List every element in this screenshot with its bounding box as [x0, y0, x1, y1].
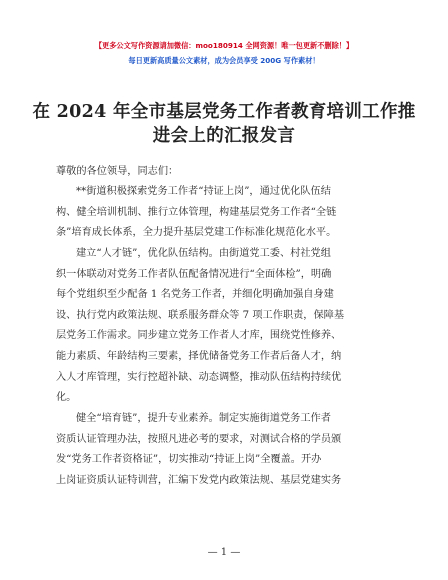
paragraph-line: 织一体联动对党务工作者队伍配备情况进行“全面体检”，明确 — [56, 268, 332, 280]
paragraph-line: 资质认证管理办法，按照凡进必考的要求，对测试合格的学员颁 — [56, 433, 342, 445]
paragraph-2 — [56, 244, 396, 409]
page-number: — 1 — — [207, 547, 241, 558]
promo-banner-line-1: 【更多公文写作资源请加微信：moo180914 全网资源！唯一包更新不删除！】 — [94, 41, 354, 50]
paragraph-line: 建立“人才链”，优化队伍结构。由街道党工委、村社党组 — [76, 248, 331, 259]
paragraph-3 — [56, 409, 396, 491]
paragraph-line: 条”培育成长体系，全力提升基层党建工作标准化规范化水平。 — [56, 227, 337, 239]
paragraph-line: 设、执行党内政策法规、联系服务群众等 7 项工作职责，保障基 — [56, 309, 345, 321]
paragraph-line: 上岗证资质认证特训营，汇编下发党内政策法规、基层党建实务 — [56, 474, 342, 486]
document-title-line-2: 进会上的汇报发言 — [152, 126, 296, 146]
paragraph-line: 能力素质、年龄结构三要素，择优储备党务工作者后备人才，纳 — [56, 350, 342, 362]
paragraph-1 — [56, 182, 396, 244]
salutation: 尊敬的各位领导，同志们： — [56, 166, 179, 177]
promo-banner-line-2: 每日更新高质量公文素材，成为会员享受 200G 写作素材！ — [128, 56, 320, 65]
paragraph-line: 入人才库管理，实行控超补缺、动态调整，推动队伍结构持续优 — [56, 371, 342, 383]
paragraph-line: **街道积极探索党务工作者“持证上岗”，通过优化队伍结 — [76, 186, 331, 197]
paragraph-line: 化。 — [56, 392, 77, 404]
paragraph-line: 层党务工作需求。同步建立党务工作者人才库，围绕党性修养、 — [56, 330, 342, 342]
document-title-line-1: 在 2024 年全市基层党务工作者教育培训工作推 — [32, 102, 416, 122]
paragraph-line: 发“党务工作者资格证”，切实推动“持证上岗”全覆盖。开办 — [56, 454, 322, 466]
paragraph-line: 健全“培育链”，提升专业素养。制定实施街道党务工作者 — [76, 413, 331, 424]
paragraph-line: 每个党组织至少配备 1 名党务工作者，并细化明确加强自身建 — [56, 289, 334, 301]
paragraph-line: 构、健全培训机制、推行立体管理，构建基层党务工作者“全链 — [56, 206, 337, 218]
